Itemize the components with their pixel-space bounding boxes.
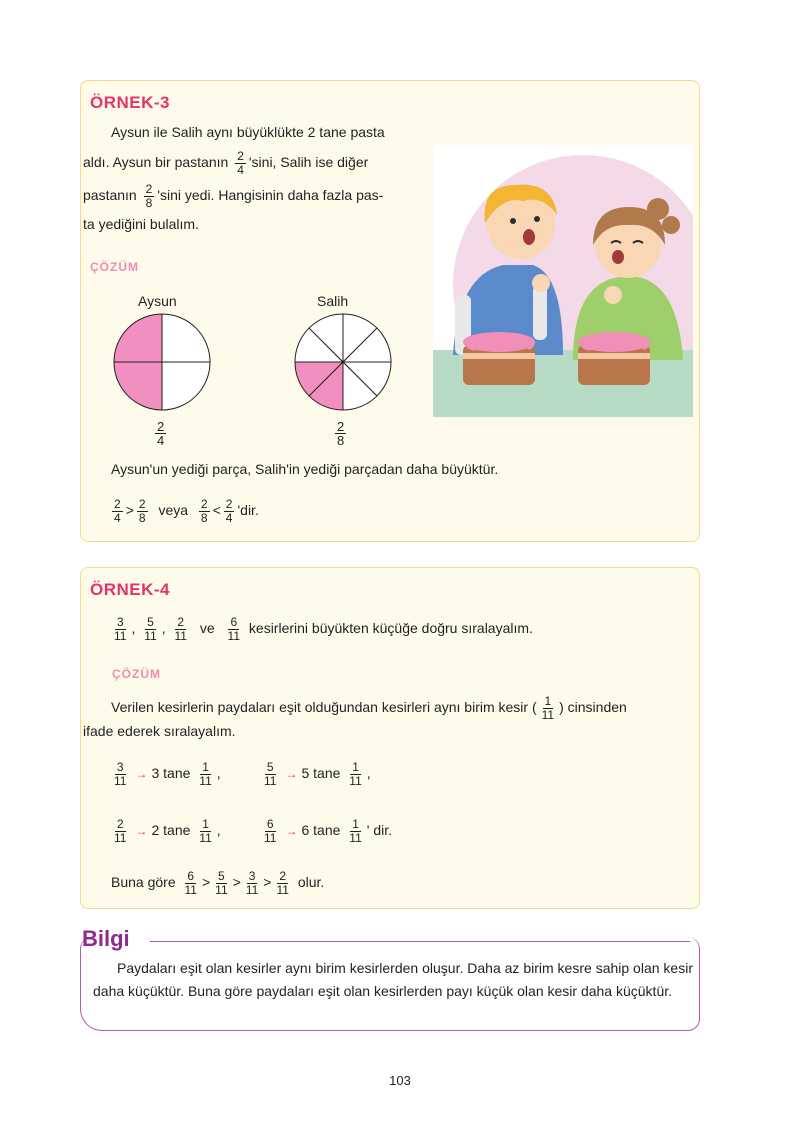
fraction [142,616,158,643]
denominator: 11 [264,774,277,788]
fraction [347,761,363,788]
row-end: , [216,765,221,782]
fraction [155,420,166,447]
fraction [112,818,128,845]
numerator: 2 [114,497,121,511]
arrow-icon: → [285,767,298,782]
final-before: Buna göre [111,874,176,891]
info-title: Bilgi [82,926,130,951]
numerator: 1 [202,760,209,774]
numerator: 3 [116,615,124,629]
denominator: 11 [114,774,127,788]
problem-line-2-before: aldı. Aysun bir pastanın [83,154,229,171]
numerator: 1 [202,817,209,831]
salih-label: Salih [317,293,349,309]
final-ordering [111,870,324,897]
denominator: 11 [114,629,127,643]
arrow-icon: → [285,824,298,839]
denominator: 8 [337,433,345,448]
fraction [235,150,246,177]
numerator: 2 [337,419,345,434]
row-text: 5 tane [301,765,341,782]
salih-fraction-label [332,420,349,447]
info-text-content: Paydaları eşit olan kesirler aynı birim kesirlerden oluşur. Daha az birim kesre sahip olan kesir daha küçüktür. Buna göre paydaları eşit olan kesirlerden payı küçük olan kesir daha küçüktür. [93,960,693,999]
numerator: 2 [116,817,124,831]
numerator: 2 [225,497,233,511]
salih-pie-chart [293,312,393,412]
numerator: 1 [352,760,359,774]
word-veya: veya [158,502,189,519]
fraction [224,498,235,525]
numerator: 2 [177,615,185,629]
arrow-icon: → [135,767,148,782]
row-text: 6 tane [301,822,341,839]
conversion-row-4 [259,818,392,845]
denominator: 8 [200,511,208,525]
numerator: 1 [544,694,552,708]
numerator: 3 [248,869,256,883]
operator: > [263,874,272,891]
problem-line-3-after: 'sini yedi. Hangisinin daha fazla pas- [157,187,384,204]
example-4-title: ÖRNEK-4 [90,580,171,599]
numerator: 2 [157,419,165,434]
aysun-label: Aysun [138,293,177,309]
arrow-icon: → [135,824,148,839]
denominator: 4 [225,511,233,525]
fraction [244,870,260,897]
denominator: 11 [541,708,555,722]
solution-label: ÇÖZÜM [112,667,161,681]
suffix-dir: 'dir. [237,502,259,519]
row-end: , [216,822,221,839]
numerator: 5 [147,615,154,629]
cake-right [578,332,650,385]
children-eating-cake-illustration [433,145,693,417]
denominator: 11 [174,629,187,643]
aysun-fraction-label [152,420,169,447]
fraction [197,818,213,845]
denominator: 11 [215,883,228,897]
shaded-slice [114,314,162,362]
fraction [144,183,155,210]
fraction [137,498,148,525]
shaded-slice [114,362,162,410]
problem-line-1: Aysun ile Salih aynı büyüklükte 2 tane pasta [111,124,385,140]
denominator: 11 [184,883,197,897]
aysun-pie-chart [112,312,212,412]
conversion-row-2 [259,761,371,788]
fraction [540,695,556,722]
explanation-line-1-after: ) cinsinden [559,699,627,716]
denominator: 11 [349,774,362,788]
numerator: 1 [352,817,359,831]
denominator: 11 [276,883,289,897]
fraction [112,616,128,643]
denominator: 11 [264,831,277,845]
row-text: 2 tane [151,822,191,839]
explanation-line-1-before: Verilen kesirlerin paydaları eşit olduğundan kesirleri aynı birim kesir ( [111,699,537,716]
fraction [262,761,278,788]
denominator: 11 [114,831,127,845]
comparison-line [109,498,259,525]
numerator: 6 [230,615,238,629]
problem-line-3-before: pastanın [83,187,137,204]
problem-line-2 [83,150,368,177]
numerator: 5 [266,760,274,774]
problem-line-2-after: 'sini, Salih ise diğer [248,154,369,171]
final-after: olur. [297,874,325,891]
denominator: 4 [114,511,121,525]
fraction [183,870,199,897]
numerator: 2 [237,149,244,163]
operator: > [201,874,211,891]
solution-label: ÇÖZÜM [90,260,139,274]
conversion-row-1 [109,761,221,788]
fraction [213,870,229,897]
denominator: 11 [144,629,157,643]
numerator: 2 [279,869,287,883]
denominator: 11 [199,774,212,788]
fraction [347,818,363,845]
fraction [112,498,123,525]
row-text: 3 tane [151,765,191,782]
fraction [274,870,290,897]
example-3-title: ÖRNEK-3 [90,93,171,112]
denominator: 4 [237,163,244,177]
numerator: 2 [200,497,208,511]
comma: , [131,620,136,637]
info-text [93,957,693,1003]
operator: > [232,874,241,891]
fraction [335,420,346,447]
info-divider [150,941,690,942]
fraction [197,761,213,788]
operator: > [125,502,134,519]
example-4-question [109,616,533,643]
numerator: 2 [145,182,153,196]
denominator: 11 [245,883,259,897]
fraction [226,616,242,643]
cake-left [463,332,535,385]
numerator: 6 [266,817,274,831]
denominator: 8 [138,511,146,525]
numerator: 3 [116,760,124,774]
row-end: ' dir. [366,822,393,839]
problem-line-4: ta yediğini bulalım. [83,216,199,232]
denominator: 11 [349,831,362,845]
denominator: 4 [157,433,165,448]
fraction [173,616,189,643]
denominator: 8 [145,196,153,210]
question-text: kesirlerini büyükten küçüğe doğru sıralayalım. [248,620,533,637]
fraction [262,818,278,845]
row-end: , [366,765,371,782]
fraction [112,761,128,788]
unshaded-slice [162,314,210,362]
comma: , [161,620,166,637]
word-ve: ve [199,620,215,637]
page-number: 103 [389,1073,411,1088]
problem-line-3 [83,183,383,210]
conclusion-text: Aysun'un yediği parça, Salih'in yediği parçadan daha büyüktür. [111,461,499,477]
numerator: 2 [138,497,146,511]
explanation-line-2: ifade ederek sıralayalım. [83,723,236,739]
denominator: 11 [199,831,212,845]
numerator: 5 [218,869,225,883]
operator: < [212,502,221,519]
explanation-line-1 [111,695,627,722]
unshaded-slice [162,362,210,410]
conversion-row-3 [109,818,221,845]
denominator: 11 [227,629,241,643]
fraction [199,498,210,525]
numerator: 6 [187,869,195,883]
